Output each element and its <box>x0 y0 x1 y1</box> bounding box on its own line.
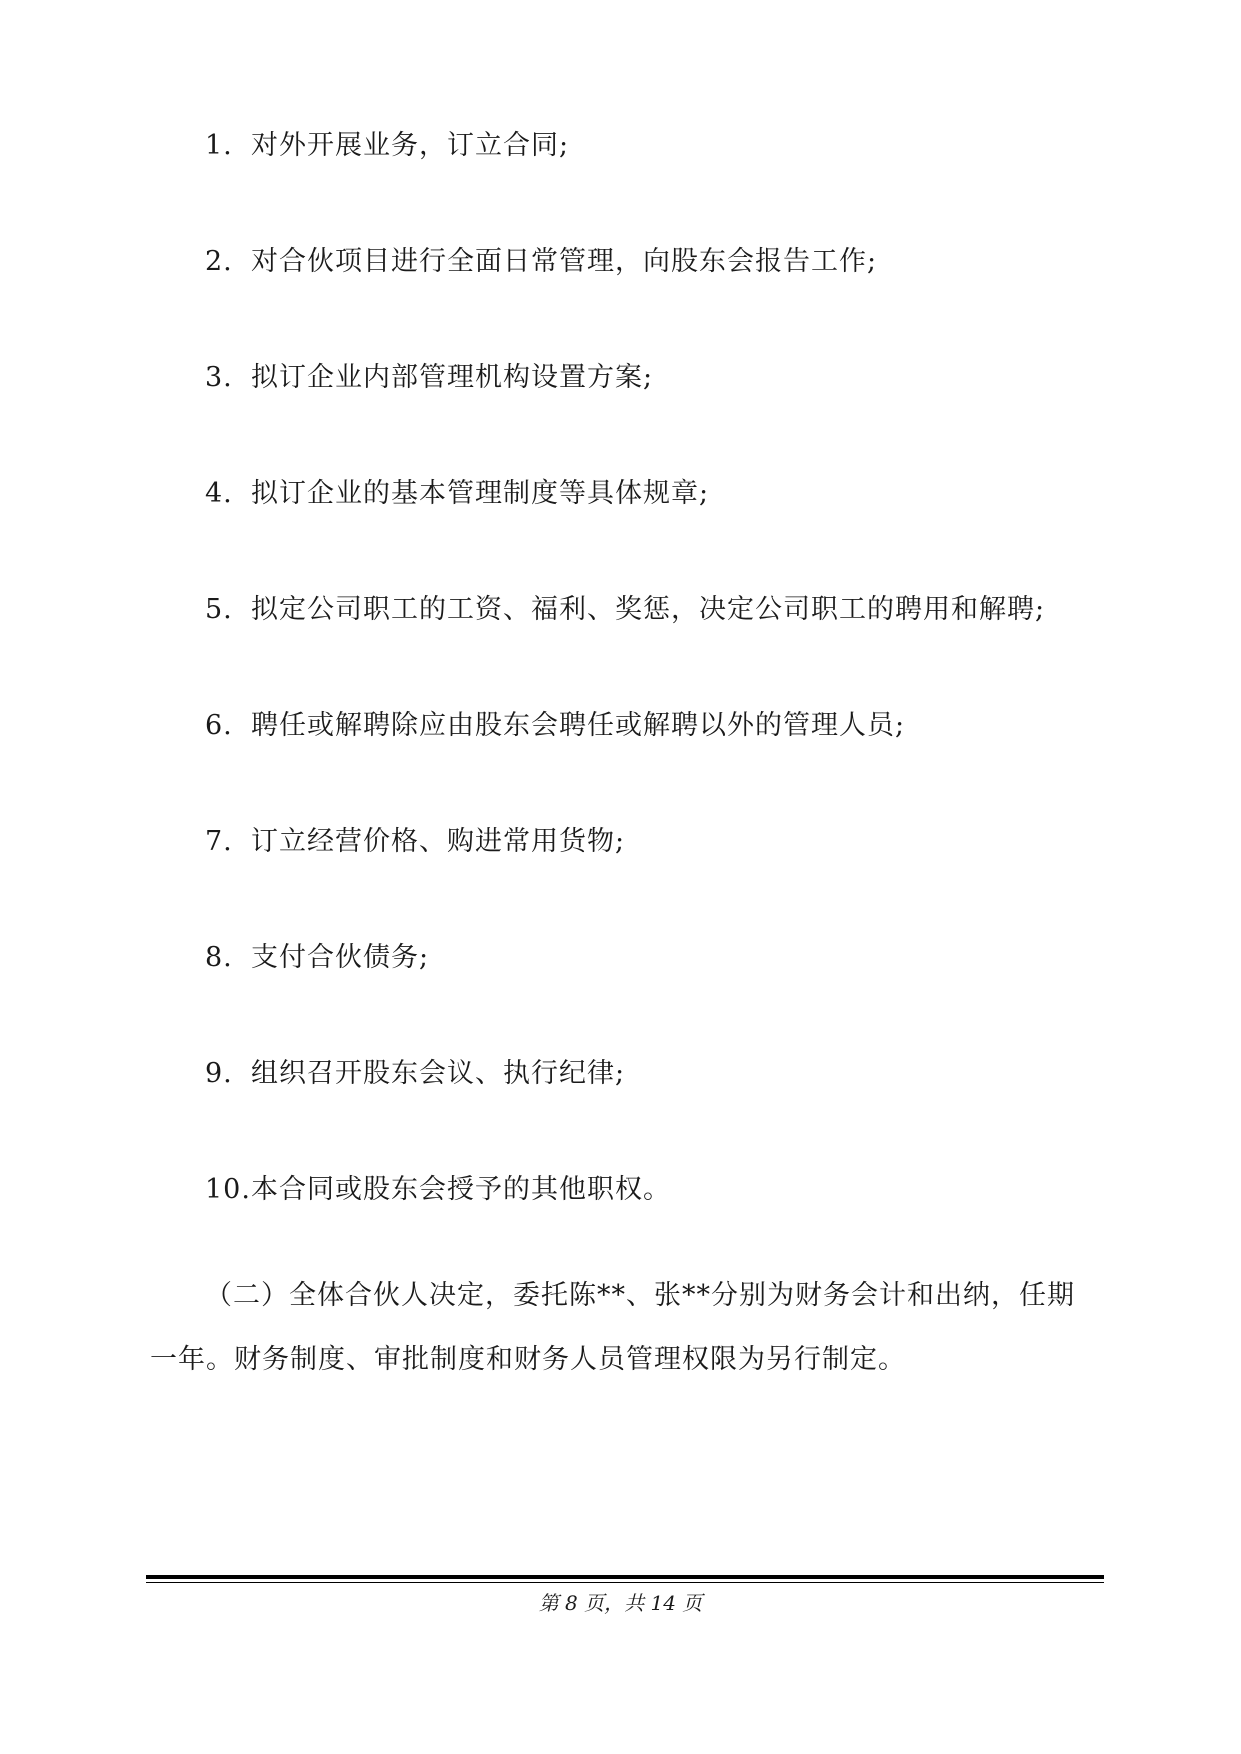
list-item-number: 4. <box>205 478 233 509</box>
list-item <box>205 126 569 166</box>
list-item-text: 拟订企业内部管理机构设置方案; <box>251 362 654 393</box>
list-item-text: 组织召开股东会议、执行纪律; <box>251 1058 626 1089</box>
list-item-number: 2. <box>205 246 233 277</box>
list-item <box>205 474 709 514</box>
list-item <box>205 1170 671 1210</box>
list-item-text: 订立经营价格、购进常用货物; <box>251 826 626 857</box>
list-item <box>205 706 905 746</box>
list-item-number: 5. <box>205 594 233 625</box>
footer-rule-thick <box>146 1575 1104 1579</box>
list-item-number: 8. <box>205 942 233 973</box>
list-item-number: 10. <box>205 1174 251 1205</box>
list-item-number: 7. <box>205 826 233 857</box>
finance-paragraph <box>150 1264 1100 1392</box>
paragraph-line: 一年。财务制度、审批制度和财务人员管理权限为另行制定。 <box>150 1344 906 1375</box>
list-item <box>205 242 877 282</box>
page-number: 第 8 页，共 14 页 <box>538 1591 703 1615</box>
paragraph-line: （二）全体合伙人决定，委托陈**、张**分别为财务会计和出纳，任期 <box>205 1280 1075 1311</box>
list-item <box>205 358 653 398</box>
list-item <box>205 822 625 862</box>
list-item-number: 6. <box>205 710 233 741</box>
list-item-text: 本合同或股东会授予的其他职权。 <box>251 1174 671 1205</box>
list-item <box>205 1054 625 1094</box>
footer-rule-thin <box>146 1582 1104 1583</box>
list-item-number: 9. <box>205 1058 233 1089</box>
list-item-text: 拟订企业的基本管理制度等具体规章; <box>251 478 710 509</box>
list-item-text: 对外开展业务，订立合同; <box>251 130 570 161</box>
list-item-text: 对合伙项目进行全面日常管理，向股东会报告工作; <box>251 246 878 277</box>
list-item-text: 拟定公司职工的工资、福利、奖惩，决定公司职工的聘用和解聘; <box>251 594 1046 625</box>
list-item <box>205 590 1045 630</box>
list-item-number: 1. <box>205 130 233 161</box>
list-item-text: 支付合伙债务; <box>251 942 430 973</box>
list-item-number: 3. <box>205 362 233 393</box>
list-item-text: 聘任或解聘除应由股东会聘任或解聘以外的管理人员; <box>251 710 906 741</box>
list-item <box>205 938 429 978</box>
